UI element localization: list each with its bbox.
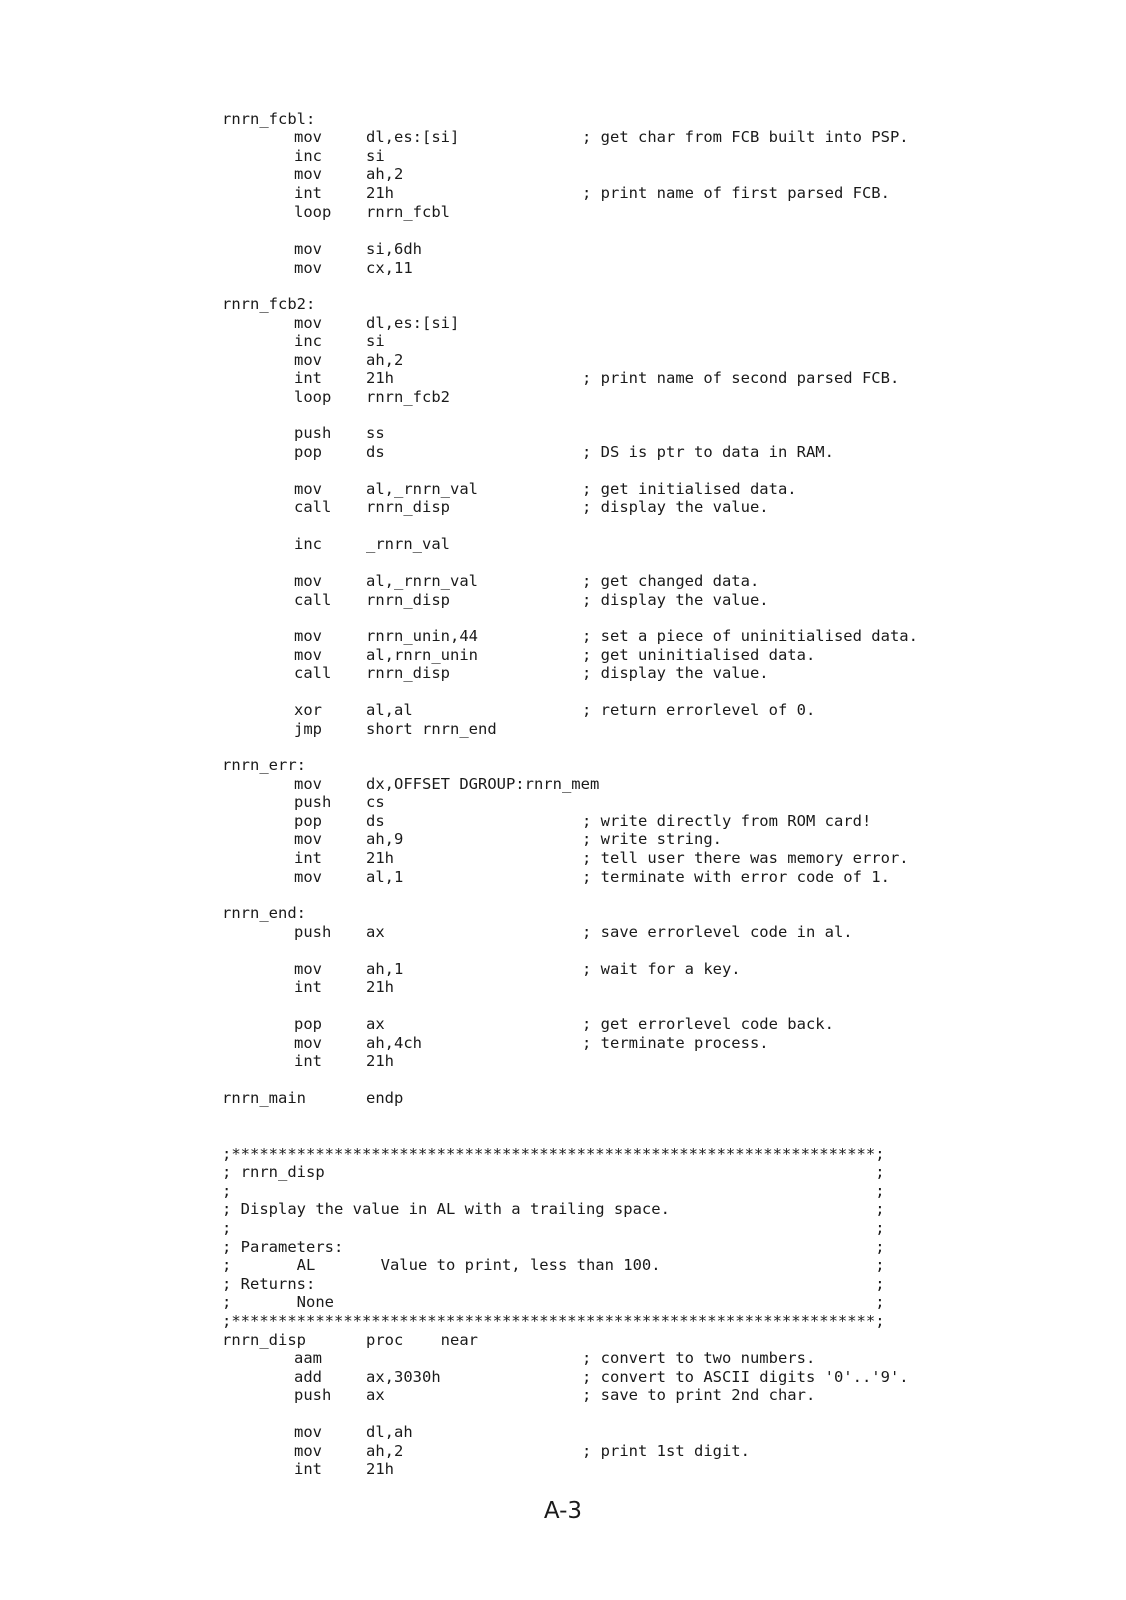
code-operand: ds (366, 443, 385, 461)
code-operand: ax,3030h (366, 1368, 441, 1386)
code-comment: ; terminate process. (582, 1034, 769, 1052)
code-comment: ; save errorlevel code in al. (582, 923, 853, 941)
code-mnemonic: mov (294, 1034, 322, 1052)
code-operand: 21h (366, 369, 394, 387)
comment-block-line: ; Parameters: ; (222, 1238, 885, 1256)
code-comment: ; display the value. (582, 591, 769, 609)
code-line (0, 1052, 1126, 1071)
code-operand: ah,4ch (366, 1034, 422, 1052)
code-mnemonic: mov (294, 868, 322, 886)
code-line (0, 904, 1126, 923)
code-operand: 21h (366, 978, 394, 996)
code-line (0, 1015, 1126, 1034)
code-operand: ah,1 (366, 960, 404, 978)
code-line (0, 664, 1126, 683)
code-operand: si,6dh (366, 240, 422, 258)
code-comment: ; write directly from ROM card! (582, 812, 872, 830)
code-mnemonic: mov (294, 314, 322, 332)
code-mnemonic: mov (294, 627, 322, 645)
code-line (0, 923, 1126, 942)
code-operand: al,1 (366, 868, 404, 886)
code-mnemonic: xor (294, 701, 322, 719)
code-label: rnrn_disp (222, 1331, 306, 1349)
comment-block-line: ; AL Value to print, less than 100. ; (222, 1256, 885, 1274)
code-line (0, 184, 1126, 203)
code-operand: rnrn_fcbl (366, 203, 450, 221)
code-line (0, 1163, 1126, 1182)
code-mnemonic: int (294, 1052, 322, 1070)
code-operand: ds (366, 812, 385, 830)
code-operand: rnrn_disp (366, 498, 450, 516)
code-comment: ; terminate with error code of 1. (582, 868, 890, 886)
code-mnemonic: pop (294, 812, 322, 830)
comment-block-line: ;*********************************************************************; (222, 1145, 885, 1163)
code-mnemonic: inc (294, 147, 322, 165)
code-line (0, 259, 1126, 278)
code-line (0, 351, 1126, 370)
code-mnemonic: mov (294, 259, 322, 277)
code-line (0, 498, 1126, 517)
code-operand: dl,ah (366, 1423, 413, 1441)
code-line (0, 1238, 1126, 1257)
code-mnemonic: mov (294, 1423, 322, 1441)
code-line (0, 793, 1126, 812)
code-mnemonic: mov (294, 646, 322, 664)
code-line (0, 110, 1126, 129)
code-line (0, 591, 1126, 610)
code-operand: dl,es:[si] (366, 128, 460, 146)
code-line (0, 1089, 1126, 1108)
code-operand: 21h (366, 1460, 394, 1478)
comment-block-line: ; ; (222, 1219, 885, 1237)
code-comment: ; display the value. (582, 664, 769, 682)
code-line (0, 868, 1126, 887)
code-operand: ss (366, 424, 385, 442)
code-mnemonic: loop (294, 203, 332, 221)
code-comment: ; convert to ASCII digits '0'..'9'. (582, 1368, 909, 1386)
code-comment: ; write string. (582, 830, 722, 848)
code-mnemonic: mov (294, 240, 322, 258)
code-comment: ; get errorlevel code back. (582, 1015, 834, 1033)
code-mnemonic: mov (294, 960, 322, 978)
code-line (0, 424, 1126, 443)
code-mnemonic: int (294, 184, 322, 202)
code-mnemonic: push (294, 793, 332, 811)
code-line (0, 756, 1126, 775)
code-mnemonic: mov (294, 572, 322, 590)
comment-block-line: ;*********************************************************************; (222, 1312, 885, 1330)
comment-block-line: ; None ; (222, 1293, 885, 1311)
code-line (0, 960, 1126, 979)
code-operand: ax (366, 1386, 385, 1404)
code-line (0, 295, 1126, 314)
code-mnemonic: inc (294, 535, 322, 553)
comment-block-line: ; Returns: ; (222, 1275, 885, 1293)
code-mnemonic: int (294, 849, 322, 867)
code-mnemonic: mov (294, 1442, 322, 1460)
code-mnemonic: pop (294, 443, 322, 461)
code-operand: al,rnrn_unin (366, 646, 478, 664)
code-line (0, 830, 1126, 849)
code-mnemonic: mov (294, 775, 322, 793)
code-line (0, 1386, 1126, 1405)
code-operand: al,_rnrn_val (366, 480, 478, 498)
code-label: rnrn_fcbl: (222, 110, 316, 128)
code-line (0, 535, 1126, 554)
code-mnemonic: mov (294, 830, 322, 848)
code-mnemonic: push (294, 923, 332, 941)
code-line (0, 701, 1126, 720)
code-mnemonic: mov (294, 128, 322, 146)
code-line (0, 849, 1126, 868)
code-line (0, 1034, 1126, 1053)
code-line (0, 388, 1126, 407)
code-comment: ; get uninitialised data. (582, 646, 816, 664)
code-mnemonic: pop (294, 1015, 322, 1033)
code-operand: 21h (366, 1052, 394, 1070)
code-operand: ah,9 (366, 830, 404, 848)
code-operand: si (366, 332, 385, 350)
code-label: rnrn_fcb2: (222, 295, 316, 313)
code-line (0, 369, 1126, 388)
code-line (0, 203, 1126, 222)
code-line (0, 812, 1126, 831)
code-line (0, 128, 1126, 147)
code-mnemonic: int (294, 1460, 322, 1478)
code-mnemonic: push (294, 424, 332, 442)
code-line (0, 1423, 1126, 1442)
code-line (0, 978, 1126, 997)
code-operand: cs (366, 793, 385, 811)
code-operand: endp (366, 1089, 404, 1107)
code-comment: ; get changed data. (582, 572, 760, 590)
code-operand: ah,2 (366, 165, 404, 183)
code-operand: rnrn_fcb2 (366, 388, 450, 406)
code-line (0, 1275, 1126, 1294)
code-mnemonic: mov (294, 165, 322, 183)
code-line (0, 1219, 1126, 1238)
comment-block-line: ; Display the value in AL with a trailing space. ; (222, 1200, 885, 1218)
code-line (0, 1331, 1126, 1350)
code-operand: short rnrn_end (366, 720, 497, 738)
code-operand: proc near (366, 1331, 478, 1349)
code-label: rnrn_end: (222, 904, 306, 922)
code-line (0, 165, 1126, 184)
code-comment: ; convert to two numbers. (582, 1349, 816, 1367)
code-line (0, 1312, 1126, 1331)
code-mnemonic: int (294, 978, 322, 996)
code-line (0, 1256, 1126, 1275)
code-line (0, 1182, 1126, 1201)
code-operand: dl,es:[si] (366, 314, 460, 332)
code-line (0, 572, 1126, 591)
code-line (0, 1368, 1126, 1387)
code-comment: ; get char from FCB built into PSP. (582, 128, 909, 146)
code-mnemonic: aam (294, 1349, 322, 1367)
code-line (0, 332, 1126, 351)
comment-block-line: ; ; (222, 1182, 885, 1200)
code-line (0, 443, 1126, 462)
code-comment: ; DS is ptr to data in RAM. (582, 443, 834, 461)
code-line (0, 775, 1126, 794)
code-mnemonic: loop (294, 388, 332, 406)
code-mnemonic: jmp (294, 720, 322, 738)
code-line (0, 480, 1126, 499)
code-mnemonic: int (294, 369, 322, 387)
code-label: rnrn_err: (222, 756, 306, 774)
code-operand: si (366, 147, 385, 165)
code-comment: ; display the value. (582, 498, 769, 516)
code-operand: rnrn_unin,44 (366, 627, 478, 645)
code-comment: ; tell user there was memory error. (582, 849, 909, 867)
comment-block-line: ; rnrn_disp ; (222, 1163, 885, 1181)
code-mnemonic: push (294, 1386, 332, 1404)
code-line (0, 1349, 1126, 1368)
code-operand: dx,OFFSET DGROUP:rnrn_mem (366, 775, 600, 793)
code-operand: ah,2 (366, 351, 404, 369)
page-number: A-3 (543, 1498, 583, 1524)
code-line (0, 1442, 1126, 1461)
code-mnemonic: inc (294, 332, 322, 350)
code-line (0, 240, 1126, 259)
code-operand: al,al (366, 701, 413, 719)
code-comment: ; save to print 2nd char. (582, 1386, 816, 1404)
code-mnemonic: add (294, 1368, 322, 1386)
code-line (0, 1145, 1126, 1164)
code-line (0, 646, 1126, 665)
code-line (0, 720, 1126, 739)
code-operand: cx,11 (366, 259, 413, 277)
code-line (0, 627, 1126, 646)
code-line (0, 147, 1126, 166)
code-comment: ; return errorlevel of 0. (582, 701, 816, 719)
code-operand: al,_rnrn_val (366, 572, 478, 590)
code-comment: ; print name of second parsed FCB. (582, 369, 900, 387)
code-operand: ax (366, 1015, 385, 1033)
code-operand: ah,2 (366, 1442, 404, 1460)
code-mnemonic: call (294, 498, 332, 516)
code-operand: 21h (366, 184, 394, 202)
code-mnemonic: call (294, 664, 332, 682)
code-mnemonic: call (294, 591, 332, 609)
code-line (0, 314, 1126, 333)
code-comment: ; wait for a key. (582, 960, 741, 978)
code-mnemonic: mov (294, 480, 322, 498)
code-operand: rnrn_disp (366, 591, 450, 609)
code-mnemonic: mov (294, 351, 322, 369)
code-operand: rnrn_disp (366, 664, 450, 682)
code-comment: ; set a piece of uninitialised data. (582, 627, 918, 645)
code-comment: ; get initialised data. (582, 480, 797, 498)
code-comment: ; print name of first parsed FCB. (582, 184, 890, 202)
code-line (0, 1460, 1126, 1479)
code-line (0, 1200, 1126, 1219)
code-operand: 21h (366, 849, 394, 867)
code-operand: _rnrn_val (366, 535, 450, 553)
code-label: rnrn_main (222, 1089, 306, 1107)
code-line (0, 1293, 1126, 1312)
code-operand: ax (366, 923, 385, 941)
code-comment: ; print 1st digit. (582, 1442, 750, 1460)
